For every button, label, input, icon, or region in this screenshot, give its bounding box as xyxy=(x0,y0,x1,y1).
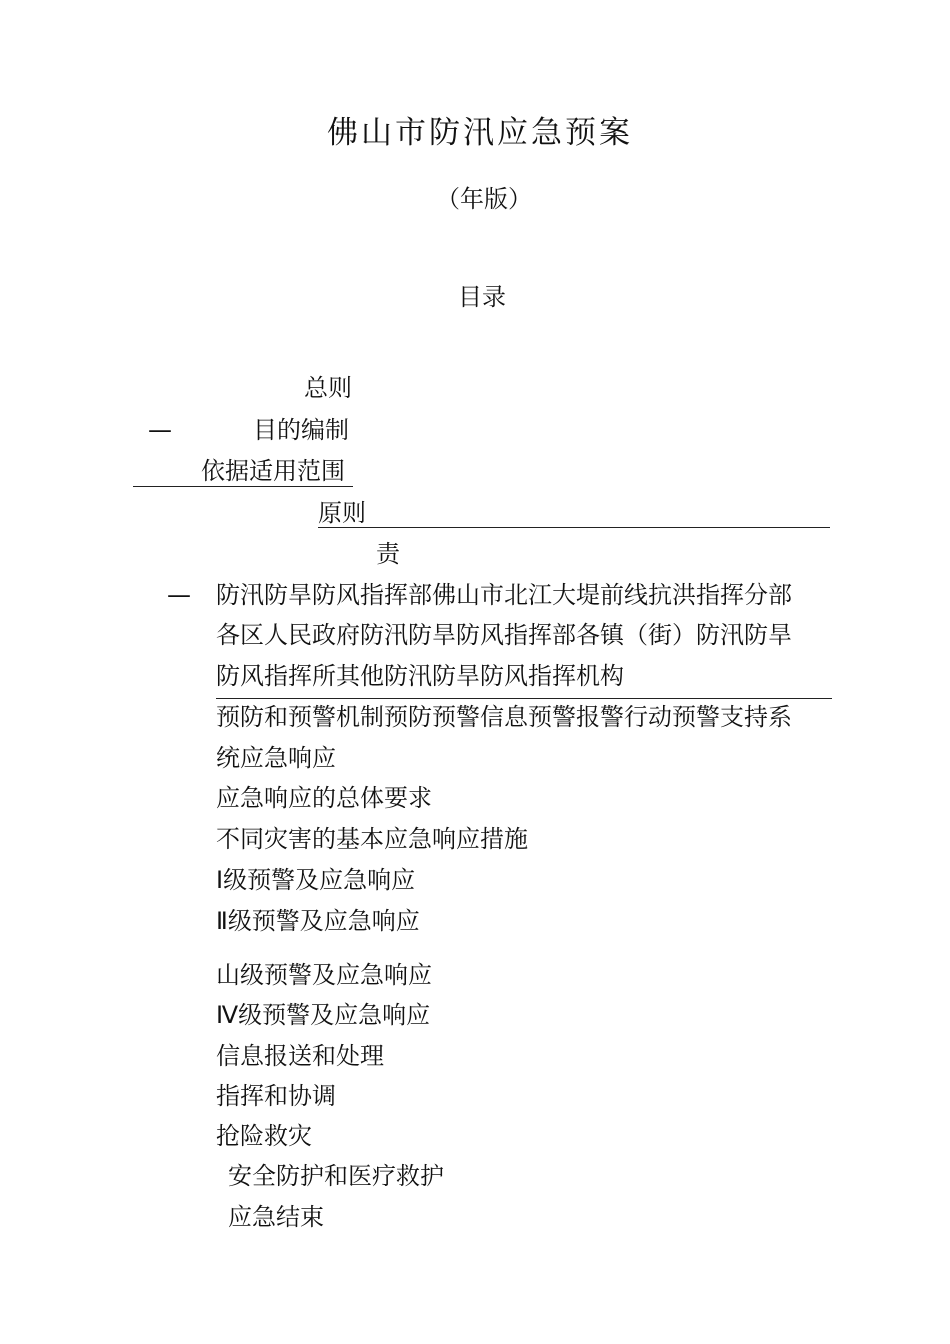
toc-info-reporting: 信息报送和处理 xyxy=(216,1042,384,1070)
toc-org-line: 防风指挥所其他防汛防旱防风指挥机构 xyxy=(216,662,624,690)
toc-general-requirements: 应急响应的总体要求 xyxy=(216,784,432,812)
edition-label: （年版） xyxy=(436,185,532,213)
toc-safety-medical: 安全防护和医疗救护 xyxy=(228,1162,444,1190)
toc-level-2: Ⅱ级预警及应急响应 xyxy=(216,907,420,935)
document-title: 佛山市防汛应急预案 xyxy=(327,115,633,151)
toc-divider xyxy=(216,698,832,699)
toc-divider xyxy=(318,527,830,528)
toc-command-coordination: 指挥和协调 xyxy=(216,1082,336,1110)
toc-dash: — xyxy=(167,581,191,609)
toc-prevention-line: 预防和预警机制预防预警信息预警报警行动预警支持系 xyxy=(216,703,792,731)
toc-org-line: 各区人民政府防汛防旱防风指挥部各镇（街）防汛防旱 xyxy=(216,621,792,649)
toc-general: 总则 xyxy=(304,374,352,402)
toc-org-line: 防汛防旱防风指挥部佛山市北江大堤前线抗洪指挥分部 xyxy=(216,581,792,609)
toc-divider xyxy=(133,486,353,487)
toc-heading: 目录 xyxy=(458,283,506,311)
toc-level-1: Ⅰ级预警及应急响应 xyxy=(216,866,416,894)
toc-rescue: 抢险救灾 xyxy=(216,1122,312,1150)
toc-purpose: 目的编制 xyxy=(253,416,349,444)
toc-duty: 责 xyxy=(376,540,400,568)
toc-dash: — xyxy=(148,416,172,444)
toc-level-4: Ⅳ级预警及应急响应 xyxy=(216,1001,431,1029)
toc-disaster-measures: 不同灾害的基本应急响应措施 xyxy=(216,825,528,853)
toc-basis-scope: 依据适用范围 xyxy=(201,457,345,485)
toc-prevention-line: 统应急响应 xyxy=(216,744,336,772)
toc-level-3: 山级预警及应急响应 xyxy=(216,961,432,989)
toc-response-end: 应急结束 xyxy=(228,1203,324,1231)
toc-principles: 原则 xyxy=(318,499,366,527)
